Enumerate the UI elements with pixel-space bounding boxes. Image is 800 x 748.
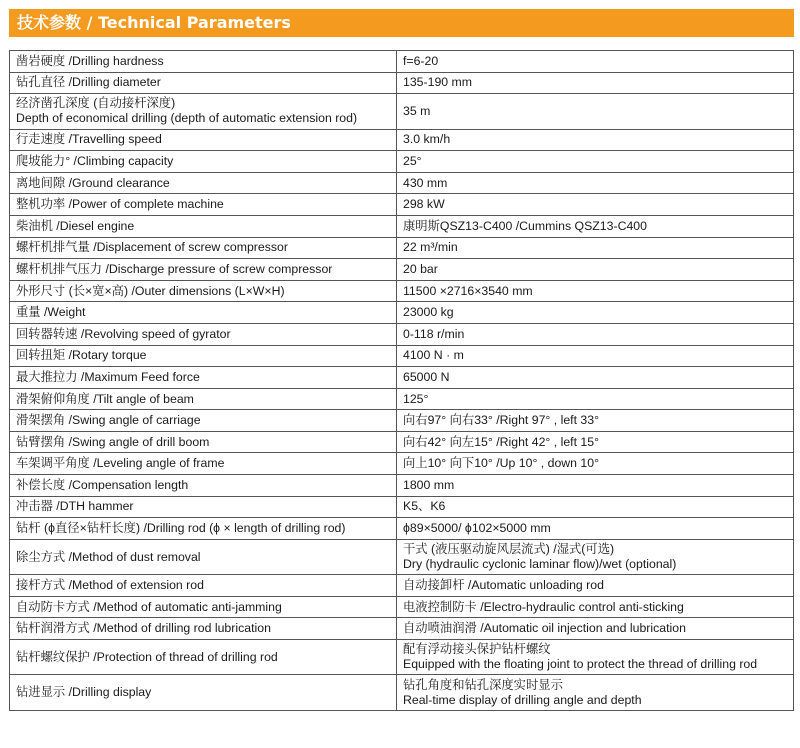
parameter-name-cell xyxy=(10,72,397,94)
parameter-name: 钻臂摆角 /Swing angle of drill boom xyxy=(16,434,210,449)
parameter-name: 钻杆 (ϕ直径×钻杆长度) /Drilling rod (ϕ × length of drilling rod) xyxy=(16,521,346,536)
parameter-name-cell xyxy=(10,172,397,194)
parameter-value-cell xyxy=(397,410,794,432)
parameter-name: 自动防卡方式 /Method of automatic anti-jamming xyxy=(16,599,282,614)
table-row xyxy=(10,280,794,302)
parameter-value: ϕ89×5000/ ϕ102×5000 mm xyxy=(403,521,551,536)
table-row xyxy=(10,410,794,432)
parameter-name: 外形尺寸 (长×宽×高) /Outer dimensions (L×W×H) xyxy=(16,283,285,298)
parameter-name-cell xyxy=(10,259,397,281)
parameter-value-cell xyxy=(397,345,794,367)
parameter-value: 配有浮动接头保护钻杆螺纹 xyxy=(403,642,551,657)
parameter-name: 滑架俯仰角度 /Tilt angle of beam xyxy=(16,391,194,406)
parameters-table-body xyxy=(10,51,794,711)
table-row xyxy=(10,618,794,640)
parameter-name-cell xyxy=(10,618,397,640)
parameter-value: 1800 mm xyxy=(403,477,455,492)
parameter-name: 钻杆螺纹保护 /Protection of thread of drilling rod xyxy=(16,649,278,664)
parameter-name-cell xyxy=(10,323,397,345)
parameter-name: 除尘方式 /Method of dust removal xyxy=(16,549,201,564)
parameter-name: 回转器转速 /Revolving speed of gyrator xyxy=(16,326,231,341)
table-row xyxy=(10,259,794,281)
table-row xyxy=(10,496,794,518)
parameter-value-cell xyxy=(397,259,794,281)
table-row xyxy=(10,575,794,597)
table-row xyxy=(10,596,794,618)
parameter-name-cell xyxy=(10,367,397,389)
section-title: 技术参数 / Technical Parameters xyxy=(17,13,291,32)
table-row xyxy=(10,640,794,675)
parameter-name: 滑架摆角 /Swing angle of carriage xyxy=(16,413,201,428)
parameter-name: 重量 /Weight xyxy=(16,305,86,320)
parameter-value-cell xyxy=(397,51,794,73)
parameter-name: 经济凿孔深度 (自动接杆深度) xyxy=(16,96,176,111)
parameter-name: 回转扭矩 /Rotary torque xyxy=(16,348,147,363)
parameter-name: 柴油机 /Diesel engine xyxy=(16,218,135,233)
table-row xyxy=(10,388,794,410)
parameter-name-cell xyxy=(10,51,397,73)
parameter-value-cell xyxy=(397,675,794,710)
table-row xyxy=(10,675,794,710)
parameter-value-cell xyxy=(397,575,794,597)
parameter-name: 冲击器 /DTH hammer xyxy=(16,499,134,514)
parameter-value-cell xyxy=(397,323,794,345)
parameter-value-cell xyxy=(397,431,794,453)
parameter-name: 钻杆润滑方式 /Method of drilling rod lubrication xyxy=(16,621,271,636)
parameter-value: 298 kW xyxy=(403,197,445,212)
parameter-value-cell xyxy=(397,475,794,497)
table-row xyxy=(10,51,794,73)
parameter-value: 135-190 mm xyxy=(403,75,473,90)
parameters-table xyxy=(9,50,794,711)
parameter-value: 22 m³/min xyxy=(403,240,458,255)
parameter-value: K5、K6 xyxy=(403,499,446,514)
parameter-value: 钻孔角度和钻孔深度实时显示 xyxy=(403,677,563,692)
parameter-name: 离地间隙 /Ground clearance xyxy=(16,175,170,190)
parameter-name: 最大推拉力 /Maximum Feed force xyxy=(16,369,200,384)
parameter-value-cell xyxy=(397,367,794,389)
parameter-name-cell xyxy=(10,345,397,367)
parameter-value: 0-118 r/min xyxy=(403,326,465,341)
table-row xyxy=(10,302,794,324)
parameter-name-cell xyxy=(10,280,397,302)
parameter-name-cell xyxy=(10,539,397,574)
parameter-name-cell xyxy=(10,94,397,129)
parameter-value: 23000 kg xyxy=(403,305,454,320)
parameter-name: 钻孔直径 /Drilling diameter xyxy=(16,75,161,90)
parameter-value: 35 m xyxy=(403,103,431,118)
parameter-value: 11500 ×2716×3540 mm xyxy=(403,283,533,298)
parameter-name: 车架调平角度 /Leveling angle of frame xyxy=(16,456,225,471)
table-row xyxy=(10,345,794,367)
parameter-value: 向右42° 向左15° /Right 42° , left 15° xyxy=(403,434,600,449)
parameter-name-cell xyxy=(10,388,397,410)
parameter-name: 整机功率 /Power of complete machine xyxy=(16,197,224,212)
parameter-value: 自动接卸杆 /Automatic unloading rod xyxy=(403,578,604,593)
parameter-name-cell xyxy=(10,453,397,475)
parameter-value: 向右97° 向右33° /Right 97° , left 33° xyxy=(403,413,600,428)
parameter-value-cell xyxy=(397,280,794,302)
parameter-value: 电液控制防卡 /Electro-hydraulic control anti-sticking xyxy=(403,599,684,614)
table-row xyxy=(10,475,794,497)
parameter-value-cell xyxy=(397,237,794,259)
section-header xyxy=(9,9,794,37)
table-row xyxy=(10,323,794,345)
table-row xyxy=(10,194,794,216)
parameter-value-english: Real-time display of drilling angle and depth xyxy=(403,692,642,707)
parameter-value-cell xyxy=(397,129,794,151)
parameter-value-cell xyxy=(397,453,794,475)
parameter-value-cell xyxy=(397,539,794,574)
parameter-value-cell xyxy=(397,388,794,410)
parameter-value: 65000 N xyxy=(403,369,450,384)
parameter-value: 康明斯QSZ13-C400 /Cummins QSZ13-C400 xyxy=(403,218,647,233)
parameter-value-cell xyxy=(397,72,794,94)
parameter-name: 螺杆机排气压力 /Discharge pressure of screw compressor xyxy=(16,261,333,276)
parameter-name-cell xyxy=(10,302,397,324)
table-row xyxy=(10,539,794,574)
table-row xyxy=(10,94,794,129)
parameter-name: 钻进显示 /Drilling display xyxy=(16,685,152,700)
parameter-name: 行走速度 /Travelling speed xyxy=(16,132,162,147)
parameter-name: 补偿长度 /Compensation length xyxy=(16,477,189,492)
parameter-name-cell xyxy=(10,194,397,216)
parameter-value-cell xyxy=(397,640,794,675)
parameter-name-cell xyxy=(10,475,397,497)
table-row xyxy=(10,367,794,389)
parameter-name-cell xyxy=(10,496,397,518)
parameter-value-cell xyxy=(397,194,794,216)
parameter-value: 3.0 km/h xyxy=(403,132,451,147)
parameter-name-cell xyxy=(10,410,397,432)
parameter-value: 向上10° 向下10° /Up 10° , down 10° xyxy=(403,456,600,471)
parameter-value: f=6-20 xyxy=(403,53,439,68)
table-row xyxy=(10,151,794,173)
parameter-value: 自动喷油润滑 /Automatic oil injection and lubrication xyxy=(403,621,686,636)
table-row xyxy=(10,72,794,94)
parameter-value-cell xyxy=(397,215,794,237)
parameter-name-cell xyxy=(10,640,397,675)
parameter-value-cell xyxy=(397,496,794,518)
parameter-value: 20 bar xyxy=(403,261,438,276)
parameter-name: 爬坡能力° /Climbing capacity xyxy=(16,153,174,168)
table-row xyxy=(10,172,794,194)
parameter-value-cell xyxy=(397,518,794,540)
parameter-value-cell xyxy=(397,172,794,194)
parameter-value-cell xyxy=(397,618,794,640)
table-row xyxy=(10,237,794,259)
table-row xyxy=(10,518,794,540)
parameter-value: 25° xyxy=(403,153,422,168)
parameter-value-cell xyxy=(397,596,794,618)
parameter-name-cell xyxy=(10,518,397,540)
parameter-value-english: Equipped with the floating joint to protect the thread of drilling rod xyxy=(403,657,758,672)
table-row xyxy=(10,215,794,237)
parameter-name: 螺杆机排气量 /Displacement of screw compressor xyxy=(16,240,288,255)
parameter-name: 接杆方式 /Method of extension rod xyxy=(16,578,204,593)
table-row xyxy=(10,431,794,453)
parameter-name: 凿岩硬度 /Drilling hardness xyxy=(16,53,164,68)
parameter-value: 430 mm xyxy=(403,175,448,190)
parameter-name-english: Depth of economical drilling (depth of automatic extension rod) xyxy=(16,111,358,126)
parameter-value-cell xyxy=(397,94,794,129)
parameter-name-cell xyxy=(10,237,397,259)
parameter-name-cell xyxy=(10,575,397,597)
parameter-name-cell xyxy=(10,431,397,453)
parameter-value-cell xyxy=(397,151,794,173)
table-row xyxy=(10,129,794,151)
parameter-name-cell xyxy=(10,215,397,237)
parameter-name-cell xyxy=(10,675,397,710)
parameter-name-cell xyxy=(10,129,397,151)
table-row xyxy=(10,453,794,475)
parameter-name-cell xyxy=(10,596,397,618)
parameter-value: 干式 (液压驱动旋风层流式) /湿式(可选) xyxy=(403,542,615,557)
parameter-name-cell xyxy=(10,151,397,173)
parameter-value-english: Dry (hydraulic cyclonic laminar flow)/wet (optional) xyxy=(403,557,677,572)
parameter-value: 125° xyxy=(403,391,429,406)
parameter-value-cell xyxy=(397,302,794,324)
parameter-value: 4100 N · m xyxy=(403,348,464,363)
